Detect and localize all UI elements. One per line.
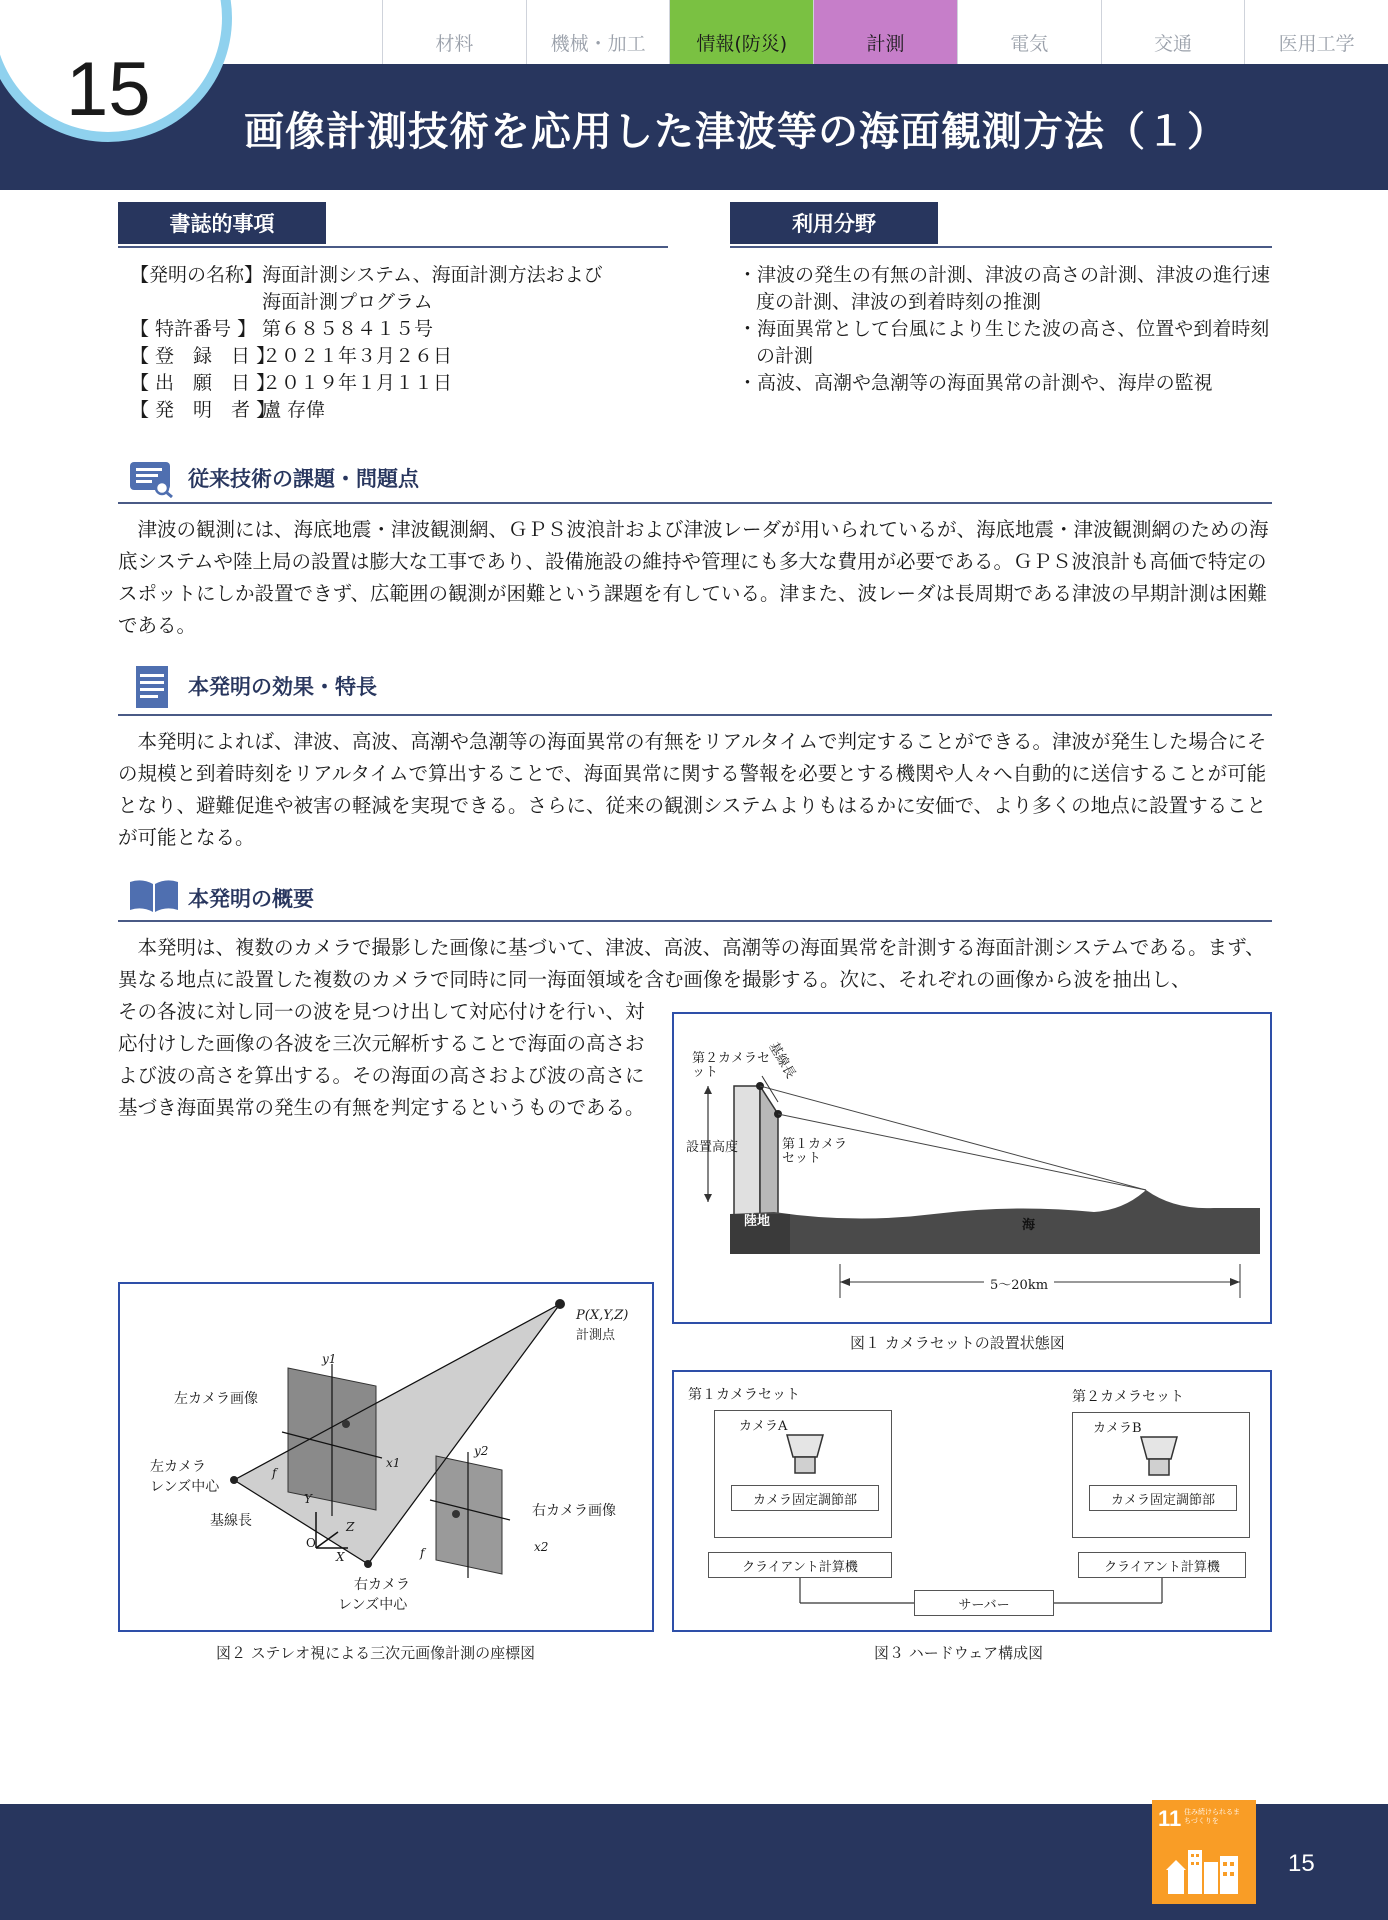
bib-key: 【 発 明 者 】 bbox=[130, 399, 276, 421]
sdg-11-badge bbox=[1152, 1800, 1256, 1904]
document-icon bbox=[128, 666, 174, 706]
overview-text: 本発明は、複数のカメラで撮影した画像に基づいて、津波、高波、高潮等の海面異常を計測する海面計測システムである。まず、異なる地点に設置した複数のカメラで同時に同一海面領域を含む画像を撮影する。次に、それぞれの画像から波を抽出し、 bbox=[118, 936, 1265, 991]
page-title: 画像計測技術を応用した津波等の海面観測方法（１） bbox=[244, 109, 1228, 155]
fig2-f-right: f bbox=[420, 1546, 425, 1560]
usage-list bbox=[738, 262, 1272, 397]
tab-electric[interactable]: 電気 bbox=[957, 0, 1101, 64]
measurement-point bbox=[555, 1299, 565, 1309]
camera-b-icon bbox=[1139, 1435, 1179, 1481]
bibliographic-label: 書誌的事項 bbox=[118, 202, 326, 244]
overview-side-text: その各波に対し同一の波を見つけ出して対応付けを行い、対応付けした画像の各波を三次元解析することで海面の高さおよび波の高さを算出する。その海面の高さおよび波の高さに基づき海面異常の発生の有無を判定するというものである。 bbox=[118, 1000, 645, 1119]
fig2-point-name: 計測点 bbox=[576, 1328, 616, 1343]
usage-rule bbox=[730, 246, 1272, 248]
bib-value: 盧 存偉 bbox=[262, 399, 326, 421]
problems-rule bbox=[118, 502, 1272, 504]
fig3-camB-label: カメラB bbox=[1093, 1421, 1142, 1436]
sea-shape bbox=[730, 1190, 1260, 1254]
fig2-f-left: f bbox=[272, 1466, 277, 1480]
fig2-x1: x1 bbox=[386, 1456, 401, 1470]
fig3-camA-label: カメラA bbox=[739, 1419, 788, 1434]
fig3-set1-label: 第１カメラセット bbox=[688, 1387, 800, 1403]
fig1-cam2-label: 第２カメラセット bbox=[692, 1051, 771, 1080]
figure2-caption: 図２ ステレオ視による三次元画像計測の座標図 bbox=[216, 1644, 536, 1662]
tab-measurement[interactable]: 計測 bbox=[813, 0, 957, 64]
fig1-distance-label: 5～20km bbox=[984, 1274, 1054, 1293]
usage-item: ・高波、高潮や急潮等の海面異常の計測や、海岸の監視 bbox=[738, 372, 1213, 394]
overview-heading-row bbox=[128, 876, 314, 920]
right-projection-point bbox=[452, 1510, 460, 1518]
fig1-cam1-label: 第１カメラセット bbox=[782, 1137, 848, 1166]
bib-row bbox=[130, 343, 670, 370]
fig3-set2-box bbox=[1072, 1412, 1250, 1538]
problems-heading-row bbox=[128, 456, 419, 500]
bib-row bbox=[130, 397, 670, 424]
fig3-client-b: クライアント計算機 bbox=[1078, 1552, 1246, 1578]
fig1-land-label: 陸地 bbox=[744, 1214, 771, 1229]
sdg-number: 11 bbox=[1158, 1806, 1182, 1831]
effects-heading-row bbox=[128, 664, 377, 708]
tab-transport[interactable]: 交通 bbox=[1101, 0, 1245, 64]
fig1-height-label: 設置高度 bbox=[686, 1140, 739, 1155]
fig2-baseline-label: 基線長 bbox=[210, 1513, 252, 1529]
fig2-right-center-1: 右カメラ bbox=[354, 1577, 410, 1593]
bib-row bbox=[130, 289, 670, 316]
fig2-left-center-2: レンズ中心 bbox=[150, 1479, 220, 1495]
fig2-right-image-label: 右カメラ画像 bbox=[532, 1503, 616, 1519]
effects-text: 本発明によれば、津波、高波、高潮や急潮等の海面異常の有無をリアルタイムで判定することができる。津波が発生した場合にその規模と到着時刻をリアルタイムで算出することで、海面異常に関する警報を必要とする機関や人々へ自動的に送信することが可能となり、避難促進や被害の軽減を実現できる。さらに、従来の観測システムよりもはるかに安価で、より多くの地点に設置することが可能となる。 bbox=[118, 730, 1267, 849]
usage-label: 利用分野 bbox=[730, 202, 938, 244]
usage-item: ・津波の発生の有無の計測、津波の高さの計測、津波の進行速度の計測、津波の到着時刻の推測 bbox=[738, 264, 1271, 313]
bib-key: 【発明の名称】 bbox=[130, 264, 264, 286]
tab-machining[interactable]: 機械・加工 bbox=[526, 0, 670, 64]
bib-key bbox=[130, 289, 262, 316]
left-lens-center bbox=[230, 1476, 238, 1484]
fig3-adjust-a: カメラ固定調節部 bbox=[731, 1485, 879, 1511]
fig3-client-a: クライアント計算機 bbox=[708, 1552, 892, 1578]
bib-key: 【 特許番号 】 bbox=[130, 318, 257, 340]
tower-right bbox=[760, 1086, 778, 1216]
bib-row bbox=[130, 370, 670, 397]
bibliographic-list bbox=[130, 262, 670, 424]
fig2-y2: y2 bbox=[474, 1444, 489, 1458]
city-buildings-icon bbox=[1164, 1840, 1244, 1896]
figure1-caption: 図１ カメラセットの設置状態図 bbox=[850, 1334, 1065, 1352]
usage-item: ・海面異常として台風により生じた波の高さ、位置や到着時刻の計測 bbox=[738, 318, 1270, 367]
bib-value: ２０２１年３月２６日 bbox=[262, 345, 453, 367]
bibliographic-rule bbox=[118, 246, 668, 248]
tab-medical[interactable]: 医用工学 bbox=[1244, 0, 1388, 64]
bib-key: 【 登 録 日 】 bbox=[130, 345, 276, 367]
fig1-baseline-label: 基線長 bbox=[765, 1040, 799, 1082]
fig2-right-center-2: レンズ中心 bbox=[338, 1597, 408, 1613]
document-search-icon bbox=[128, 458, 174, 498]
overview-rule bbox=[118, 920, 1272, 922]
bib-value: 海面計測システム、海面計測方法および bbox=[262, 264, 603, 286]
fig2-y1: y1 bbox=[322, 1352, 337, 1366]
bib-row bbox=[130, 262, 670, 289]
fig2-O: O bbox=[306, 1536, 316, 1550]
footer-page-number: 15 bbox=[1288, 1850, 1315, 1877]
left-projection-point bbox=[342, 1420, 350, 1428]
bib-key: 【 出 願 日 】 bbox=[130, 372, 276, 394]
figure2-frame bbox=[118, 1282, 654, 1632]
camera-a-icon bbox=[785, 1433, 825, 1479]
bib-value: ２０１９年１月１１日 bbox=[262, 372, 453, 394]
fig2-Y: Y bbox=[304, 1492, 312, 1506]
figure3-frame bbox=[672, 1370, 1272, 1632]
open-book-icon bbox=[128, 878, 174, 918]
fig2-point-label: P(X,Y,Z) bbox=[576, 1308, 629, 1323]
fig2-left-image-label: 左カメラ画像 bbox=[174, 1391, 258, 1407]
fig2-x2: x2 bbox=[534, 1540, 549, 1554]
effects-heading: 本発明の効果・特長 bbox=[188, 675, 377, 699]
overview-heading: 本発明の概要 bbox=[188, 887, 314, 911]
fig1-sea-label: 海 bbox=[1022, 1218, 1036, 1233]
category-tabs bbox=[382, 0, 1388, 64]
sdg-text: 住み続けられるまちづくりを bbox=[1184, 1808, 1240, 1825]
fig3-set1-box bbox=[714, 1410, 892, 1538]
right-lens-center bbox=[364, 1560, 372, 1568]
fig2-Z: Z bbox=[346, 1520, 355, 1534]
problems-text: 津波の観測には、海底地震・津波観測網、ＧＰＳ波浪計および津波レーダが用いられているが、海底地震・津波観測網のための海底システムや陸上局の設置は膨大な工事であり、設備施設の維持や管理にも多大な費用が必要である。ＧＰＳ波浪計も高価で特定のスポットにしか設置できず、広範囲の観測が困難という課題を有している。津また、波レーダは長周期である津波の早期計測は困難である。 bbox=[118, 518, 1269, 637]
figure3-caption: 図３ ハードウェア構成図 bbox=[874, 1644, 1044, 1662]
fig2-left-center-1: 左カメラ bbox=[150, 1459, 206, 1475]
fig3-adjust-b: カメラ固定調節部 bbox=[1089, 1485, 1237, 1511]
page-number-badge: 15 bbox=[66, 47, 151, 132]
fig2-X: X bbox=[336, 1550, 345, 1564]
problems-heading: 従来技術の課題・問題点 bbox=[188, 467, 419, 491]
tab-materials[interactable]: 材料 bbox=[382, 0, 526, 64]
effects-rule bbox=[118, 714, 1272, 716]
fig3-set2-label: 第２カメラセット bbox=[1072, 1389, 1184, 1405]
bib-value: 第６８５８４１５号 bbox=[262, 318, 434, 340]
figure1-frame bbox=[672, 1012, 1272, 1324]
fig3-server: サーバー bbox=[914, 1590, 1054, 1616]
bib-value: 海面計測プログラム bbox=[262, 291, 433, 313]
bib-row bbox=[130, 316, 670, 343]
tab-information[interactable]: 情報(防災) bbox=[669, 0, 813, 64]
